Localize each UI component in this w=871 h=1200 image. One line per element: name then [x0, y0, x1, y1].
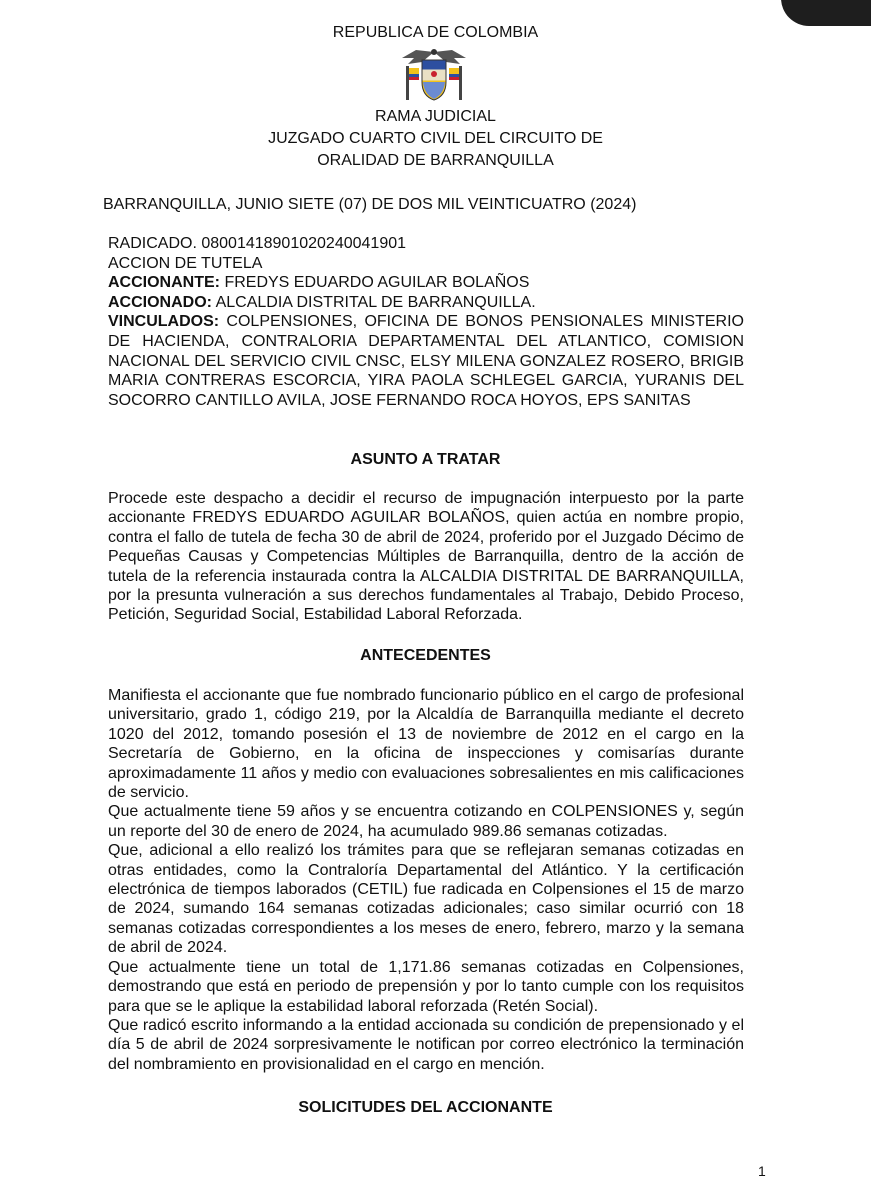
antecedentes-paragraph: Que, adicional a ello realizó los trámites para que se reflejaran semanas cotizadas en otras entidades, como la Contraloría Departamental del Atlántico. Y la certificación electrónica de tiempos laborados (CETIL) fue radicada en Colpensiones el 15 de marzo de 2024, sumando 164 semanas cotizadas adicionales; caso similar ocurrió con 18 semanas cotizadas correspondientes a los meses de enero, febrero, marzo y la semana de abril de 2024. — [108, 842, 744, 957]
accionante-value: FREDYS EDUARDO AGUILAR BOLAÑOS — [220, 274, 530, 292]
solicitudes-heading: SOLICITUDES DEL ACCIONANTE — [298, 1099, 553, 1116]
vinculados-block — [108, 312, 744, 410]
antecedentes-paragraph: Que actualmente tiene un total de 1,171.86 semanas cotizadas en Colpensiones, demostrando que está en periodo de prepensión y por lo tanto cumple con los requisitos para que se le aplique la estabilidad laboral reforzada (Retén Social). — [108, 958, 744, 1015]
court-header — [0, 106, 871, 172]
antecedentes-paragraph: Manifiesta el accionante que fue nombrado funcionario público en el cargo de profesional universitario, grado 1, código 219, por la Alcaldía de Barranquilla mediante el decreto 1020 del 2012, tomando posesión el 13 de noviembre de 2012 en el cargo en la Secretaría de Gobierno, en la oficina de inspecciones y comisarías durante aproximadamente 11 años y medio con evaluaciones sobresalientes en mis calificaciones de servicio. — [108, 687, 744, 802]
case-details — [108, 234, 744, 410]
accionado-label: ACCIONADO: — [108, 293, 212, 311]
country-title: REPUBLICA DE COLOMBIA — [332, 24, 539, 41]
accionante-line — [108, 273, 744, 293]
antecedentes-paragraph: Que radicó escrito informando a la entidad accionada su condición de prepensionado y el día 5 de abril de 2024 sorpresivamente le notifican por correo electrónico la terminación del nombramiento en provisionalidad en el cargo en mención. — [108, 1016, 744, 1073]
action-type-line: ACCION DE TUTELA — [108, 254, 263, 272]
coat-of-arms-icon — [398, 46, 470, 104]
antecedentes-heading: ANTECEDENTES — [360, 647, 491, 664]
vinculados-label: VINCULADOS: — [108, 313, 220, 331]
date-line: BARRANQUILLA, JUNIO SIETE (07) DE DOS MIL VEINTICUATRO (2024) — [103, 196, 637, 213]
antecedentes-body — [108, 686, 744, 1074]
accionado-value: ALCALDIA DISTRITAL DE BARRANQUILLA. — [212, 293, 536, 311]
branch-title: RAMA JUDICIAL — [375, 108, 496, 125]
asunto-paragraph: Procede este despacho a decidir el recurso de impugnación interpuesto por la parte accionante FREDYS EDUARDO AGUILAR BOLAÑOS, quien actúa en nombre propio, contra el fallo de tutela de fecha 30 de abril de 2024, proferido por el Juzgado Décimo de Pequeñas Causas y Competencias Múltiples de Barranquilla, dentro de la acción de tutela de la referencia instaurada contra la ALCALDIA DISTRITAL DE BARRANQUILLA, por la presunta vulneración a sus derechos fundamentales al Trabajo, Debido Proceso, Petición, Seguridad Social, Estabilidad Laboral Reforzada. — [108, 490, 744, 624]
court-name-line1: JUZGADO CUARTO CIVIL DEL CIRCUITO DE — [268, 130, 603, 147]
radicado-line: RADICADO. 08001418901020240041901 — [108, 235, 407, 252]
antecedentes-paragraph: Que actualmente tiene 59 años y se encuentra cotizando en COLPENSIONES y, según un reporte del 30 de enero de 2024, ha acumulado 989.86 semanas cotizadas. — [108, 803, 744, 840]
accionado-line — [108, 293, 744, 313]
court-name-line2: ORALIDAD DE BARRANQUILLA — [317, 152, 554, 169]
vinculados-value: COLPENSIONES, OFICINA DE BONOS PENSIONALES MINISTERIO DE HACIENDA, CONTRALORIA DEPARTAMENTAL DEL ATLANTICO, COMISION NACIONAL DEL SERVICIO CIVIL CNSC, ELSY MILENA GONZALEZ ROSERO, BRIGIB MARIA CONTRERAS ESCORCIA, YIRA PAOLA SCHLEGEL GARCIA, YURANIS DEL SOCORRO CANTILLO AVILA, JOSE FERNANDO ROCA HOYOS, EPS SANITAS — [108, 313, 744, 409]
page-number: 1 — [758, 1163, 766, 1179]
asunto-heading: ASUNTO A TRATAR — [350, 451, 501, 468]
accionante-label: ACCIONANTE: — [108, 274, 220, 292]
